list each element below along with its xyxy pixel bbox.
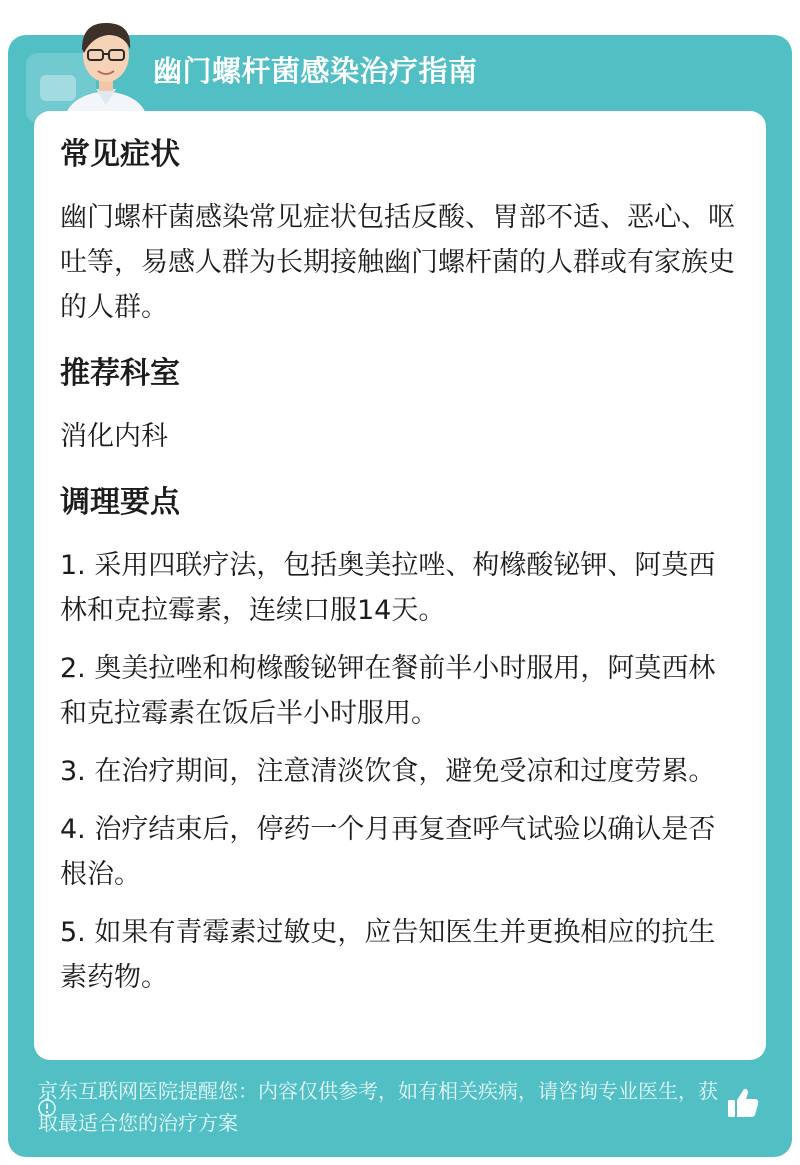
footer-disclaimer: 京东互联网医院提醒您：内容仅供参考，如有相关疾病，请咨询专业医生，获取最适合您的治疗方案 (38, 1079, 718, 1135)
symptoms-text: 幽门螺杆菌感染常见症状包括反酸、胃部不适、恶心、呕吐等，易感人群为长期接触幽门螺杆菌的人群或有家族史的人群。 (60, 202, 735, 323)
thumbs-up-icon[interactable] (725, 1085, 761, 1121)
care-heading: 调理要点 (60, 485, 180, 520)
symptoms-heading: 常见症状 (60, 137, 180, 172)
department-heading: 推荐科室 (60, 356, 180, 391)
content-card (34, 111, 766, 1060)
page-title: 幽门螺杆菌感染治疗指南 (153, 54, 478, 88)
doctor-avatar-icon (50, 9, 162, 121)
care-item-4: 4. 治疗结束后，停药一个月再复查呼气试验以确认是否根治。 (60, 814, 716, 890)
department-text: 消化内科 (60, 421, 168, 452)
care-item-1: 1. 采用四联疗法，包括奥美拉唑、枸橼酸铋钾、阿莫西林和克拉霉素，连续口服14天。 (60, 550, 716, 626)
care-item-3: 3. 在治疗期间，注意清淡饮食，避免受凉和过度劳累。 (60, 756, 716, 787)
care-item-5: 5. 如果有青霉素过敏史，应告知医生并更换相应的抗生素药物。 (60, 917, 716, 993)
guide-panel (8, 35, 792, 1157)
content-body (60, 133, 736, 1013)
care-item-2: 2. 奥美拉唑和枸橼酸铋钾在餐前半小时服用，阿莫西林和克拉霉素在饭后半小时服用。 (60, 653, 716, 729)
